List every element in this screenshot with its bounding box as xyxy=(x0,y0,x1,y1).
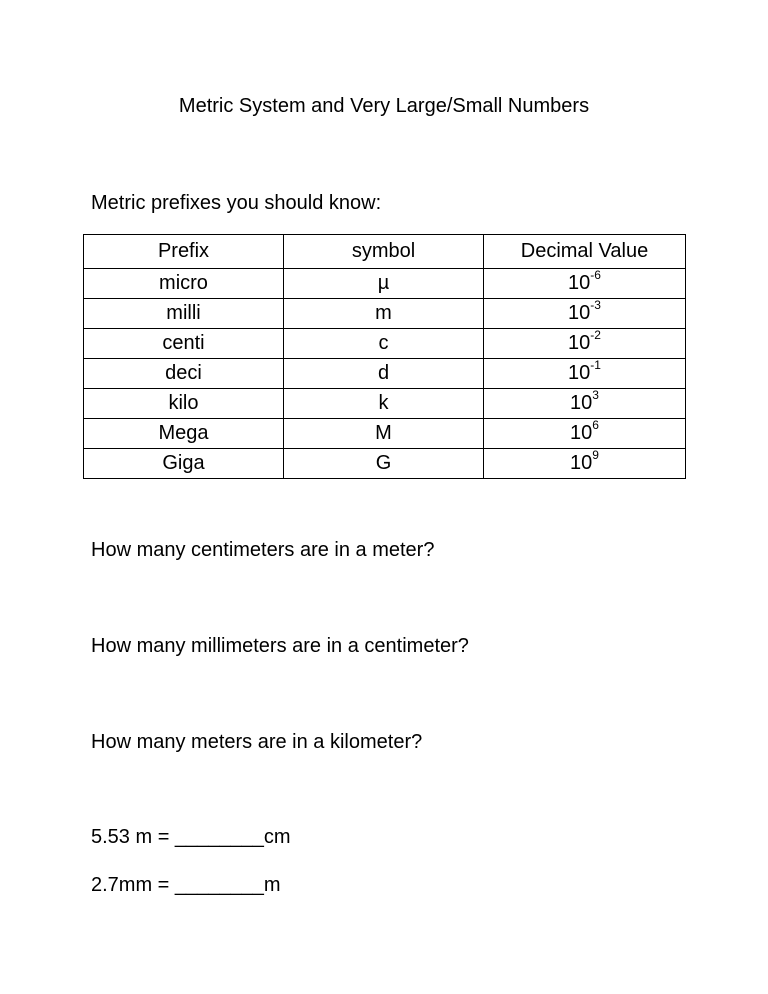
prefix-cell: Mega xyxy=(84,419,284,449)
decimal-base: 10 xyxy=(570,452,593,474)
symbol-cell: c xyxy=(284,329,484,359)
decimal-value-cell xyxy=(484,269,686,299)
symbol-cell: m xyxy=(284,299,484,329)
decimal-base: 10 xyxy=(568,332,591,354)
header-prefix: Prefix xyxy=(84,235,284,269)
decimal-base: 10 xyxy=(568,362,591,384)
prefix-cell: milli xyxy=(84,299,284,329)
decimal-value-cell xyxy=(484,419,686,449)
decimal-exponent: 3 xyxy=(592,388,599,403)
decimal-exponent: -1 xyxy=(590,358,601,373)
table-row xyxy=(84,269,686,299)
decimal-exponent: 9 xyxy=(592,448,599,463)
decimal-value-cell xyxy=(484,449,686,479)
symbol-cell: k xyxy=(284,389,484,419)
decimal-exponent: -3 xyxy=(590,298,601,313)
prefix-cell: deci xyxy=(84,359,284,389)
page-title: Metric System and Very Large/Small Numbers xyxy=(178,95,590,117)
decimal-value-cell xyxy=(484,329,686,359)
decimal-base: 10 xyxy=(568,302,591,324)
table-intro: Metric prefixes you should know: xyxy=(91,192,382,214)
symbol-cell: G xyxy=(284,449,484,479)
symbol-cell: M xyxy=(284,419,484,449)
decimal-base: 10 xyxy=(570,392,593,414)
question-meters-in-kilometer: How many meters are in a kilometer? xyxy=(91,731,423,753)
conversion-meters-to-centimeters: 5.53 m = ________cm xyxy=(91,826,291,848)
decimal-value-cell xyxy=(484,389,686,419)
decimal-value-cell xyxy=(484,359,686,389)
header-symbol: symbol xyxy=(284,235,484,269)
table-row xyxy=(84,449,686,479)
table-row xyxy=(84,299,686,329)
table-row xyxy=(84,389,686,419)
decimal-exponent: -2 xyxy=(590,328,601,343)
prefix-cell: centi xyxy=(84,329,284,359)
prefix-cell: micro xyxy=(84,269,284,299)
prefix-table xyxy=(83,234,686,479)
decimal-exponent: -6 xyxy=(590,268,601,283)
decimal-exponent: 6 xyxy=(592,418,599,433)
table-row xyxy=(84,359,686,389)
prefix-cell: kilo xyxy=(84,389,284,419)
header-decimal-value: Decimal Value xyxy=(484,235,686,269)
question-centimeters-in-meter: How many centimeters are in a meter? xyxy=(91,539,435,561)
decimal-value-cell xyxy=(484,299,686,329)
table-row xyxy=(84,419,686,449)
symbol-cell: µ xyxy=(284,269,484,299)
table-header-row xyxy=(84,235,686,269)
table-row xyxy=(84,329,686,359)
decimal-base: 10 xyxy=(568,272,591,294)
symbol-cell: d xyxy=(284,359,484,389)
decimal-base: 10 xyxy=(570,422,593,444)
prefix-cell: Giga xyxy=(84,449,284,479)
question-millimeters-in-centimeter: How many millimeters are in a centimeter? xyxy=(91,635,469,657)
conversion-millimeters-to-meters: 2.7mm = ________m xyxy=(91,874,281,896)
